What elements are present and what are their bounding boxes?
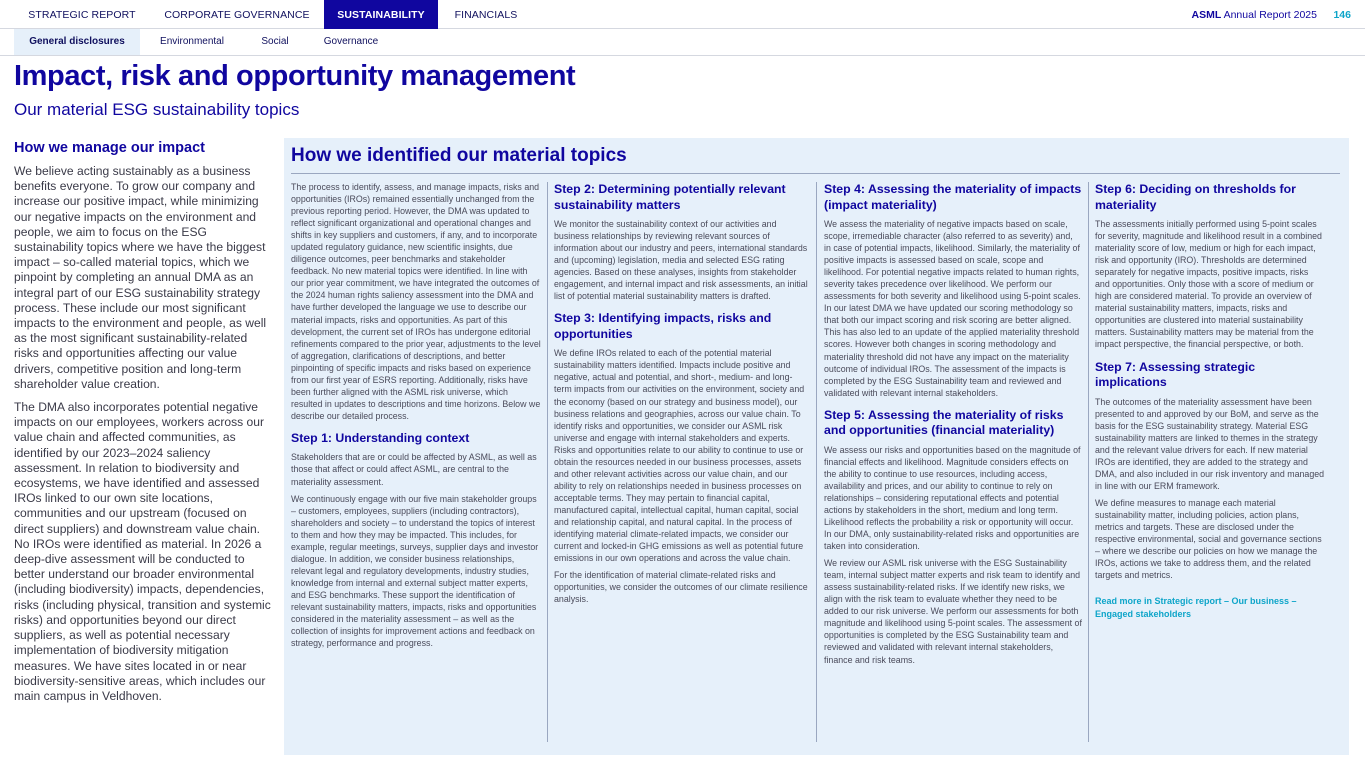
step-3-text: We define IROs related to each of the potential material sustainability matters identified. Impacts include positive and negative, actual and potential, and short-, medium- and long-term impacts from our activities on the environment, society and the economy (based on our strategy and business model), our business relations and geographies, across our value chain. To identify risks and opportunities, we consider our ASML risk universe and engage with internal stakeholders and experts. Risks and opportunities relate to our ability to continue to use or obtain the resources needed in our business processes, assets and other relevant activities across our value chain, and our ability to rely on relationships needed in business processes on acceptable terms. They may pertain to financial capital, manufactured capital, intellectual capital, human capital, social and relationship capital, and natural capital. In the process of identifying material climate-related impacts, we consider our current and locked-in GHG emissions as well as potential future emissions in our own operations and across the value chain. xyxy=(554,348,805,564)
process-intro: The process to identify, assess, and manage impacts, risks and opportunities (IROs) remained essentially unchanged from the previous reporting period. However, the DMA was updated to reflect significant organizational and operational changes and shifts in key suppliers and customers, if any, and to incorporate updated regulatory guidance, new scientific insights, due diligence outcomes, peer benchmarks and stakeholder feedback. No new material topics were identified. In line with our prior year commitment, we have integrated the outcomes of the 2024 human rights saliency assessment into the DMA and have further developed the language we use to describe our material impacts, risks and opportunities. As part of this development, the current set of IROs has undergone editorial refinements compared to the prior year, adjustments to the level of aggregation, clarifications of descriptions, and better pinpointing of specific impacts and risks based on experience from our first year of ESRS reporting. Additionally, risks have been further aligned with the ASML risk universe, which resulted in updates to descriptions and time horizons. Below we describe our detailed process. xyxy=(291,182,541,421)
column-divider xyxy=(816,182,817,742)
panel-title: How we identified our material topics xyxy=(291,145,627,166)
subtab-general-disclosures[interactable]: General disclosures xyxy=(14,29,140,55)
intro-column xyxy=(14,140,272,712)
tab-financials[interactable]: FINANCIALS xyxy=(454,9,518,21)
step-5-text: We assess our risks and opportunities based on the magnitude of financial effects and likelihood. Magnitude considers effects on the ability to continue to use resources, including access, availability and prices, and our ability to continue to rely on relationships – considering reputational effects and potential actions by stakeholders in the short, medium and long term. Likelihood reflects the probability a risk or opportunity will occur. In our DMA, only sustainability-related risks and opportunities are taken into consideration. xyxy=(824,444,1081,552)
page-subtitle: Our material ESG sustainability topics xyxy=(14,100,300,119)
step-7-heading: Step 7: Assessing strategic implications xyxy=(1095,359,1256,390)
text-column-2 xyxy=(554,181,808,747)
step-7-text: We define measures to manage each material sustainability matter, including policies, action plans, metrics and targets. These are disclosed under the respective environmental, social and governance sections – where we describe our policies on how we manage the IROs, actions we take to address them, and the related targets and metrics. xyxy=(1095,497,1322,581)
column-divider xyxy=(1088,182,1089,742)
brand-report-title: Annual Report 2025 xyxy=(1221,9,1317,21)
step-1-heading: Step 1: Understanding context xyxy=(291,430,470,445)
page-title: Impact, risk and opportunity management xyxy=(14,60,576,92)
step-5-heading: Step 5: Assessing the materiality of risks and opportunities (financial materiality) xyxy=(824,407,1064,438)
text-column-3 xyxy=(824,181,1082,747)
step-3-heading: Step 3: Identifying impacts, risks and opportunities xyxy=(554,311,772,341)
intro-paragraph: The DMA also incorporates potential negative impacts on our employees, workers across our value chain and affected communities, as identified by our 2023–2024 saliency assessment. In relation to biodiversity and ecosystems, we have identified and assessed IROs linked to our own site locations, communities and our upstream (focused on direct suppliers) and downstream value chain. No IROs were identified as material. In 2026 a deep-dive assessment will be conducted to better understand our broader environmental (including biodiversity) impacts, dependencies, risks (including physical, transition and systemic risks) and opportunities beyond our direct suppliers, as well as potential necessary implementation of biodiversity mitigation measures. We have sites located in or near biodiversity-sensitive areas, which includes our main campus in Veldhoven. xyxy=(14,400,271,703)
top-navigation xyxy=(0,0,1365,29)
step-7-text: The outcomes of the materiality assessment have been presented to and approved by our BoM, and serve as the basis for the ESG sustainability strategy. Material ESG sustainability matters are linked to themes in the strategy and the relevant value drivers for each. If new material IROs are identified, they are added to the strategy and DMA, and also included in our risk inventory and managed in line with our ERM framework. xyxy=(1095,396,1325,491)
subtab-social[interactable]: Social xyxy=(261,36,289,47)
panel-divider xyxy=(291,173,1340,174)
brand-name: ASML xyxy=(1191,9,1222,21)
report-brand xyxy=(1192,0,1318,30)
step-2-heading: Step 2: Determining potentially relevant sustainability matters xyxy=(554,182,786,212)
tab-strategic-report[interactable]: STRATEGIC REPORT xyxy=(28,9,136,21)
text-column-1 xyxy=(291,181,541,747)
tab-sustainability[interactable]: SUSTAINABILITY xyxy=(324,0,438,29)
material-topics-panel xyxy=(284,138,1349,755)
step-5-text: We review our ASML risk universe with the ESG Sustainability team, internal subject matter experts and risk team to identify and assess sustainability-related risks. If we identify new risks, we align with the risk team to evaluate whether they need to be added to our risk universe. We perform our assessments for both magnitude and likelihood using 5-point scales. The assessment of opportunities is completed by the ESG Sustainability team and reviewed and validated with relevant internal stakeholders, finance and risk teams. xyxy=(824,558,1082,665)
step-4-text: We assess the materiality of negative impacts based on scale, scope, irremediable character (also referred to as severity) and, in case of potential impacts, likelihood. Similarly, the materiality of positive impacts is assessed based on scale, scope and likelihood. For potential negative impacts related to human rights, severity takes precedence over likelihood. We perform our assessments for both severity and likelihood using 5-point scales. In our latest DMA we have updated our scoring methodology so that both our impact scoring and risk scoring are better aligned. This has also led to an update of the applied materiality threshold scores. However both changes in scoring methodology and materiality threshold did not have any impact on the materiality outcome of individual IROs. The assessment of the impacts is completed by the ESG Sustainability team and reviewed and validated with relevant internal stakeholders. xyxy=(824,219,1081,398)
step-4-heading: Step 4: Assessing the materiality of impacts (impact materiality) xyxy=(824,182,1082,212)
intro-paragraph: We believe acting sustainably as a business benefits everyone. To grow our company and increase our positive impact, while minimizing our negative impacts on the environment and people, we aim to focus on the ESG sustainability topics where we have the biggest impact – so-called material topics, which we pinpoint by completing an annual DMA as an integral part of our ESG sustainability strategy process. These include our most significant impacts to the environment and people, as well as the most significant sustainability-related risks and opportunities affecting our value drivers, competitive position and long-term shareholder value creation. xyxy=(14,164,267,391)
subtab-environmental[interactable]: Environmental xyxy=(160,36,224,47)
step-6-text: The assessments initially performed using 5-point scales for severity, magnitude and likelihood result in a combined materiality score of low, medium or high for each impact, risk and opportunity (IRO). Thresholds are determined separately for negative impacts, positive impacts, risks and opportunities. Only those with a score of medium or high are considered material. To provide an overview of material sustainability matters, impacts, risks and opportunities are clustered into material sustainability matters. Sustainability matters may be material from the impact perspective, the financial perspective, or both. xyxy=(1095,219,1322,350)
subtab-governance[interactable]: Governance xyxy=(323,36,379,47)
text-column-4 xyxy=(1095,181,1325,747)
step-6-heading: Step 6: Deciding on thresholds for materiality xyxy=(1095,182,1296,212)
tab-corporate-governance[interactable]: CORPORATE GOVERNANCE xyxy=(164,9,310,21)
column-divider xyxy=(547,182,548,742)
intro-heading: How we manage our impact xyxy=(14,140,205,156)
step-1-text: We continuously engage with our five main stakeholder groups – customers, employees, suppliers (including contractors), shareholders and society – to understand the topics of interest to them and how they may be impacted. This includes, for example, regular meetings, surveys, supplier days and investor dialogue. In addition, we consider business relationships, relevant legal and regulatory developments, industry studies, knowledge from internal and external subject matter experts, and ESG benchmarks. These support the identification of relevant sustainability matters, impacts, risks and opportunities considered in the materiality assessment – as well as the collection of insights for improvement actions and feedback on strategy, performance and progress. xyxy=(291,493,539,649)
step-1-text: Stakeholders that are or could be affected by ASML, as well as those that affect or could affect ASML, are central to the materiality assessment. xyxy=(291,452,537,487)
page-number: 146 xyxy=(1333,9,1351,21)
read-more-link[interactable]: Read more in Strategic report – Our business – Engaged stakeholders xyxy=(1095,596,1297,619)
sub-navigation xyxy=(0,29,1365,56)
step-3-text: For the identification of material climate-related risks and opportunities, we consider the outcomes of our climate resilience analysis. xyxy=(554,570,808,605)
step-2-text: We monitor the sustainability context of our activities and business relationships by reviewing relevant sources of information about our industry and peers, international standards and (upcoming) legislation, media and selected ESG rating agencies. Based on these analyses, insights from stakeholder engagement, and internal impact and risk assessments, an initial list of potential material sustainability matters is drafted. xyxy=(554,219,808,302)
